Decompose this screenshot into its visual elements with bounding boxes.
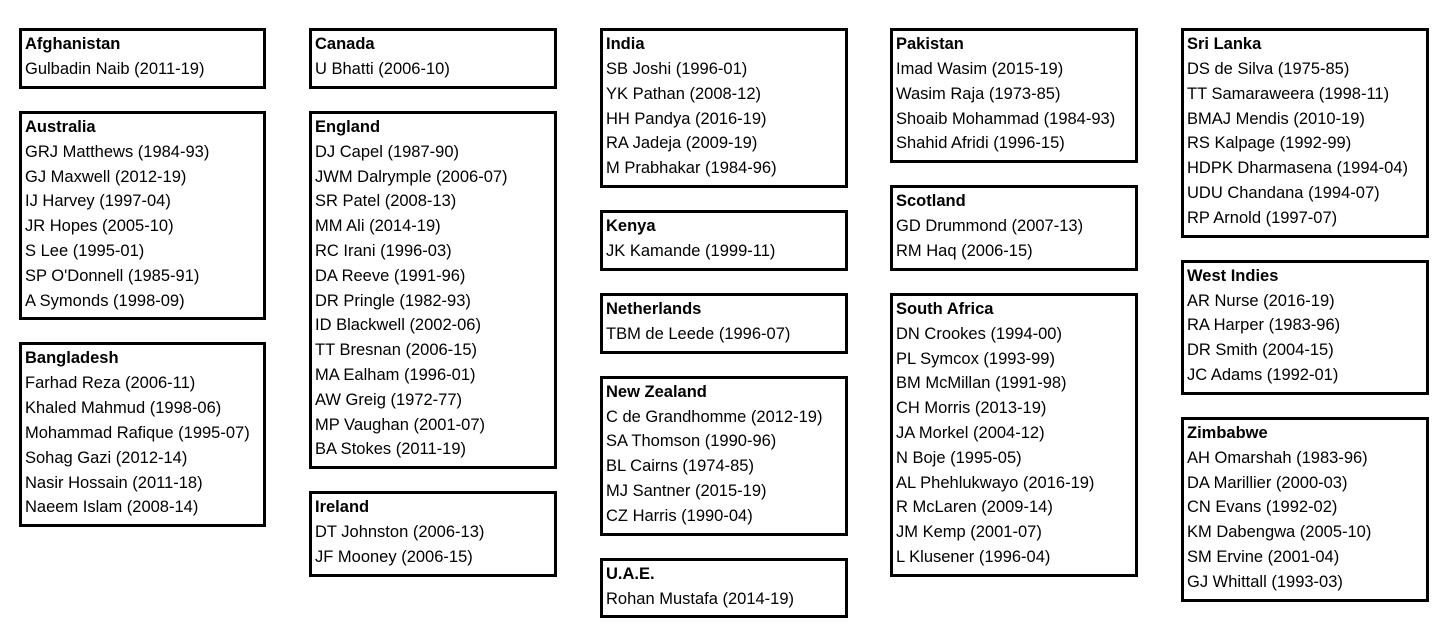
player-entry: TBM de Leede (1996-07) xyxy=(606,324,791,343)
player-entry: IJ Harvey (1997-04) xyxy=(25,192,171,211)
team-box xyxy=(600,558,848,619)
column-5 xyxy=(1181,28,1429,624)
column-2 xyxy=(309,28,557,599)
team-name: New Zealand xyxy=(606,382,707,401)
team-name: Bangladesh xyxy=(25,349,119,368)
player-entry: HH Pandya (2016-19) xyxy=(606,109,767,128)
team-box xyxy=(19,28,266,89)
player-entry: HDPK Dharmasena (1994-04) xyxy=(1187,159,1409,178)
team-box xyxy=(309,491,557,577)
player-entry: AW Greig (1972-77) xyxy=(315,390,463,409)
player-entry: MA Ealham (1996-01) xyxy=(315,365,476,384)
player-entry: L Klusener (1996-04) xyxy=(896,547,1051,566)
player-entry: SP O'Donnell (1985-91) xyxy=(25,266,200,285)
player-entry: Mohammad Rafique (1995-07) xyxy=(25,423,250,442)
player-entry: Nasir Hossain (2011-18) xyxy=(25,473,203,492)
player-entry: RS Kalpage (1992-99) xyxy=(1187,134,1352,153)
player-entry: DJ Capel (1987-90) xyxy=(315,142,459,161)
team-box xyxy=(1181,417,1429,602)
player-entry: A Symonds (1998-09) xyxy=(25,291,185,310)
player-entry: Imad Wasim (2015-19) xyxy=(896,60,1064,78)
player-entry: DS de Silva (1975-85) xyxy=(1187,60,1350,78)
column-3 xyxy=(600,28,848,640)
player-entry: GJ Maxwell (2012-19) xyxy=(25,167,187,186)
player-entry: RP Arnold (1997-07) xyxy=(1187,208,1338,227)
team-box xyxy=(890,28,1138,163)
player-entry: SR Patel (2008-13) xyxy=(315,192,457,211)
player-entry: N Boje (1995-05) xyxy=(896,448,1022,467)
player-entry: DR Pringle (1982-93) xyxy=(315,291,471,310)
player-entry: BM McMillan (1991-98) xyxy=(896,374,1067,393)
team-name: Sri Lanka xyxy=(1187,35,1262,53)
player-entry: S Lee (1995-01) xyxy=(25,241,145,260)
player-entry: Shoaib Mohammad (1984-93) xyxy=(896,109,1116,128)
team-box xyxy=(19,342,266,527)
player-entry: AR Nurse (2016-19) xyxy=(1187,291,1335,310)
player-entry: DA Marillier (2000-03) xyxy=(1187,473,1348,492)
player-entry: JR Hopes (2005-10) xyxy=(25,217,174,236)
player-entry: RA Jadeja (2009-19) xyxy=(606,134,758,153)
player-entry: CH Morris (2013-19) xyxy=(896,399,1047,418)
player-entry: RC Irani (1996-03) xyxy=(315,241,452,260)
player-entry: Gulbadin Naib (2011-19) xyxy=(25,60,205,78)
player-entry: PL Symcox (1993-99) xyxy=(896,349,1055,368)
player-entry: JM Kemp (2001-07) xyxy=(896,523,1042,542)
player-entry: JF Mooney (2006-15) xyxy=(315,547,473,566)
team-name: Australia xyxy=(25,117,96,136)
column-4 xyxy=(890,28,1138,599)
player-entry: Shahid Afridi (1996-15) xyxy=(896,134,1065,153)
player-entry: Wasim Raja (1973-85) xyxy=(896,84,1061,103)
player-entry: SB Joshi (1996-01) xyxy=(606,60,748,78)
team-box xyxy=(19,111,266,321)
player-entry: SM Ervine (2001-04) xyxy=(1187,547,1340,566)
player-entry: UDU Chandana (1994-07) xyxy=(1187,183,1380,202)
team-name: West Indies xyxy=(1187,266,1279,285)
player-entry: Sohag Gazi (2012-14) xyxy=(25,448,188,467)
player-entry: MJ Santner (2015-19) xyxy=(606,481,767,500)
player-entry: CZ Harris (1990-04) xyxy=(606,506,753,525)
column-1 xyxy=(19,28,266,549)
player-entry: BMAJ Mendis (2010-19) xyxy=(1187,109,1365,128)
player-entry: AL Phehlukwayo (2016-19) xyxy=(896,473,1095,492)
player-entry: RA Harper (1983-96) xyxy=(1187,316,1341,335)
player-entry: Naeem Islam (2008-14) xyxy=(25,498,199,517)
player-entry: TT Bresnan (2006-15) xyxy=(315,341,478,360)
player-entry: AH Omarshah (1983-96) xyxy=(1187,448,1368,467)
team-box xyxy=(890,293,1138,577)
player-entry: C de Grandhomme (2012-19) xyxy=(606,407,823,426)
player-entry: SA Thomson (1990-96) xyxy=(606,432,777,451)
team-box xyxy=(1181,260,1429,395)
team-box xyxy=(309,28,557,89)
team-name: South Africa xyxy=(896,299,994,318)
team-name: Scotland xyxy=(896,192,966,211)
team-name: Afghanistan xyxy=(25,35,121,53)
player-entry: RM Haq (2006-15) xyxy=(896,241,1033,260)
team-box xyxy=(890,185,1138,271)
team-name: England xyxy=(315,117,381,136)
team-name: Pakistan xyxy=(896,35,964,53)
player-entry: BA Stokes (2011-19) xyxy=(315,440,467,459)
player-entry: R McLaren (2009-14) xyxy=(896,498,1053,517)
player-entry: MM Ali (2014-19) xyxy=(315,217,441,236)
player-entry: Farhad Reza (2006-11) xyxy=(25,374,196,393)
player-entry: GD Drummond (2007-13) xyxy=(896,217,1084,236)
player-entry: Rohan Mustafa (2014-19) xyxy=(606,589,795,608)
player-entry: KM Dabengwa (2005-10) xyxy=(1187,523,1372,542)
team-name: Canada xyxy=(315,35,375,53)
player-entry: GRJ Matthews (1984-93) xyxy=(25,142,210,161)
player-entry: CN Evans (1992-02) xyxy=(1187,498,1338,517)
player-entry: JK Kamande (1999-11) xyxy=(606,241,776,260)
player-entry: MP Vaughan (2001-07) xyxy=(315,415,486,434)
player-entry: YK Pathan (2008-12) xyxy=(606,84,762,103)
player-entry: BL Cairns (1974-85) xyxy=(606,457,754,476)
player-entry: DN Crookes (1994-00) xyxy=(896,324,1062,343)
team-name: India xyxy=(606,35,645,53)
team-name: Zimbabwe xyxy=(1187,423,1268,442)
team-box xyxy=(600,376,848,536)
player-entry: DR Smith (2004-15) xyxy=(1187,341,1334,360)
player-entry: M Prabhakar (1984-96) xyxy=(606,159,777,178)
player-entry: JA Morkel (2004-12) xyxy=(896,423,1045,442)
player-entry: JC Adams (1992-01) xyxy=(1187,365,1339,384)
team-box xyxy=(600,28,848,188)
player-entry: DT Johnston (2006-13) xyxy=(315,523,485,542)
player-entry: Khaled Mahmud (1998-06) xyxy=(25,399,222,418)
team-box xyxy=(309,111,557,469)
player-entry: TT Samaraweera (1998-11) xyxy=(1187,84,1390,103)
team-name: U.A.E. xyxy=(606,564,655,583)
player-entry: ID Blackwell (2002-06) xyxy=(315,316,481,335)
player-entry: JWM Dalrymple (2006-07) xyxy=(315,167,508,186)
team-name: Ireland xyxy=(315,498,370,517)
team-name: Kenya xyxy=(606,216,656,235)
player-entry: GJ Whittall (1993-03) xyxy=(1187,572,1343,591)
player-entry: DA Reeve (1991-96) xyxy=(315,266,466,285)
team-box xyxy=(600,293,848,354)
team-box xyxy=(600,210,848,271)
player-entry: U Bhatti (2006-10) xyxy=(315,60,450,78)
team-name: Netherlands xyxy=(606,299,702,318)
team-box xyxy=(1181,28,1429,238)
